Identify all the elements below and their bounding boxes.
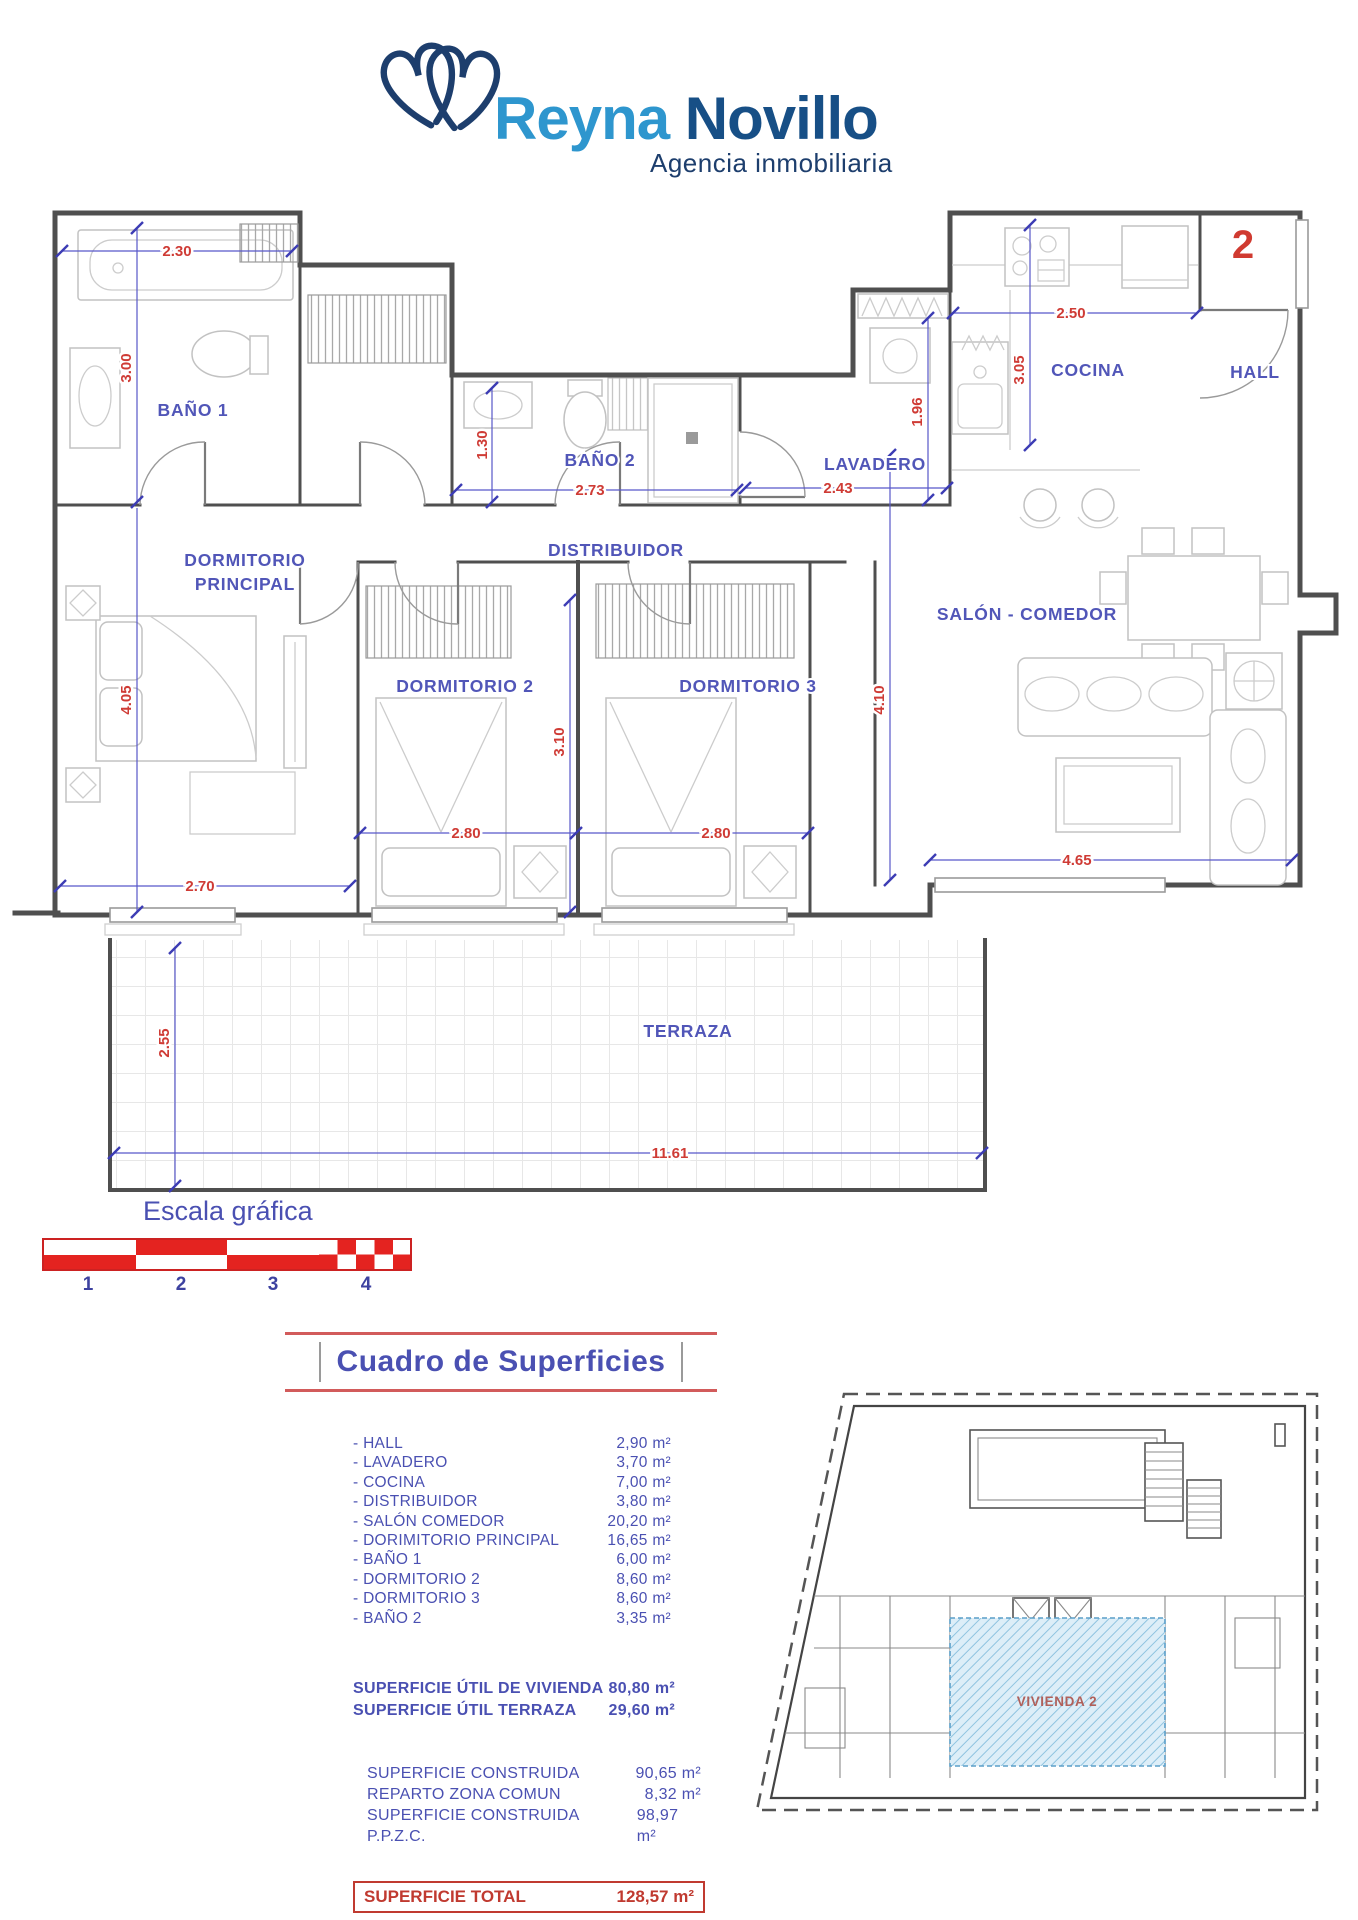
total-label: SUPERFICIE TOTAL (364, 1887, 526, 1907)
dim-2-30: 2.30 (162, 243, 192, 260)
main-bedroom-furniture (66, 586, 306, 834)
surface-row (353, 1434, 671, 1453)
dim-2-70: 2.70 (185, 878, 215, 895)
surface-row (353, 1531, 671, 1550)
room-label-distribuidor: DISTRIBUIDOR (548, 540, 684, 560)
dim-2-73: 2.73 (575, 482, 605, 499)
brand-name-primary: Reyna (494, 85, 685, 152)
room-label-salon: SALÓN - COMEDOR (936, 604, 1118, 624)
graphic-scale-title: Escala gráfica (143, 1196, 313, 1226)
scale-tick-2: 2 (175, 1274, 187, 1295)
surface-label: SUPERFICIE ÚTIL TERRAZA (353, 1701, 577, 1719)
bathroom-1-fixtures (70, 224, 446, 448)
bedroom-3-furniture (596, 584, 796, 906)
surface-label: - LAVADERO (353, 1454, 448, 1472)
surface-label: - BAÑO 2 (353, 1609, 422, 1627)
surface-row (353, 1700, 675, 1722)
surface-row (353, 1473, 671, 1492)
scale-seg (136, 1255, 228, 1270)
surface-label: REPARTO ZONA COMUN (367, 1786, 561, 1804)
highlighted-unit (950, 1618, 1165, 1766)
dim-1-30: 1.30 (474, 430, 491, 460)
scale-tick-3: 3 (267, 1274, 279, 1295)
surface-value: 3,80 m² (616, 1493, 671, 1511)
surface-row (353, 1570, 671, 1589)
surface-value: 3,35 m² (616, 1609, 671, 1627)
brand-name-secondary: Novillo (684, 85, 878, 152)
dim-2-80-a: 2.80 (451, 825, 481, 842)
surface-value: 2,90 m² (616, 1435, 671, 1452)
room-label-cocina: COCINA (1051, 360, 1125, 380)
total-value: 128,57 m² (616, 1887, 694, 1907)
room-label-dorm2: DORMITORIO 2 (396, 676, 534, 696)
graphic-scale-bar (42, 1238, 412, 1271)
surface-label: SUPERFICIE CONSTRUIDA (367, 1765, 580, 1783)
surface-value: 29,60 m² (608, 1701, 675, 1719)
surface-row (353, 1609, 671, 1628)
surface-label: - DORMITORIO 2 (353, 1570, 481, 1588)
scale-tick-4: 4 (360, 1274, 372, 1295)
surface-row (367, 1784, 701, 1805)
room-label-terraza: TERRAZA (643, 1021, 733, 1041)
floor-plan (0, 170, 1358, 1210)
surface-value: 8,60 m² (616, 1590, 671, 1608)
brand-tagline: Agencia inmobiliaria (650, 148, 893, 178)
dim-2-55: 2.55 (156, 1028, 173, 1058)
unit-number: 2 (1231, 223, 1255, 267)
surface-value: 6,00 m² (616, 1551, 671, 1569)
living-room-furniture (1018, 528, 1288, 885)
surface-value: 3,70 m² (616, 1454, 671, 1472)
scale-seg (44, 1255, 136, 1270)
surface-value: 8,32 m² (644, 1786, 701, 1804)
surface-label: - SALÓN COMEDOR (353, 1512, 505, 1530)
title-bar-left (319, 1342, 321, 1382)
surfaces-title: Cuadro de Superficies (336, 1345, 666, 1378)
dim-1-96: 1.96 (909, 397, 926, 427)
room-label-dorm-principal-2: PRINCIPAL (194, 574, 296, 594)
scale-tick-1: 1 (82, 1274, 94, 1295)
scale-seg-checker (319, 1240, 411, 1255)
room-label-bano1: BAÑO 1 (157, 400, 229, 420)
room-label-lavadero: LAVADERO (823, 454, 927, 474)
location-minimap (745, 1388, 1345, 1816)
dim-2-80-b: 2.80 (701, 825, 731, 842)
useful-surface-block (285, 1678, 717, 1721)
dim-3-10: 3.10 (551, 727, 568, 757)
highlighted-unit-label: VIVIENDA 2 (1016, 1694, 1098, 1709)
surface-label: - DORIMITORIO PRINCIPAL (353, 1532, 560, 1550)
surface-row (353, 1512, 671, 1531)
surface-value: 90,65 m² (635, 1765, 701, 1783)
hearts-logo-icon (372, 28, 510, 154)
room-label-dorm-principal-1: DORMITORIO (184, 550, 306, 570)
surface-label: - DISTRIBUIDOR (353, 1493, 478, 1511)
surface-label: - DORMITORIO 3 (353, 1590, 481, 1608)
scale-seg-checker (319, 1255, 411, 1270)
room-label-hall: HALL (1230, 362, 1280, 382)
surface-value: 8,60 m² (616, 1570, 671, 1588)
dim-4-65: 4.65 (1062, 852, 1092, 869)
surface-value: 16,65 m² (607, 1532, 671, 1550)
scale-seg (136, 1240, 228, 1255)
surface-label: - HALL (353, 1435, 404, 1452)
surface-label: SUPERFICIE ÚTIL DE VIVIENDA (353, 1680, 604, 1698)
surface-value: 98,97 m² (636, 1807, 679, 1846)
surface-row (353, 1678, 675, 1700)
title-bar-right (681, 1342, 683, 1382)
laundry-fixtures (858, 294, 948, 383)
room-label-dorm3: DORMITORIO 3 (679, 676, 817, 696)
surface-value: 20,20 m² (607, 1512, 671, 1530)
surface-label: - BAÑO 1 (353, 1551, 422, 1569)
dim-2-43: 2.43 (823, 480, 853, 497)
title-rule-top (285, 1332, 717, 1335)
surface-row (367, 1763, 701, 1784)
bedroom-2-furniture (366, 586, 566, 906)
surface-row (353, 1550, 671, 1569)
scale-seg (227, 1255, 319, 1270)
surface-row (353, 1492, 671, 1511)
dim-4-05: 4.05 (118, 685, 135, 715)
dim-11-61: 11.61 (651, 1145, 689, 1162)
surface-row (353, 1589, 671, 1608)
surface-items (285, 1434, 717, 1628)
brand-name (494, 84, 878, 153)
scale-seg (44, 1240, 136, 1255)
surface-label: SUPERFICIE CONSTRUIDA P.P.Z.C. (367, 1807, 579, 1846)
room-label-bano2: BAÑO 2 (564, 450, 636, 470)
dim-3-05: 3.05 (1011, 355, 1028, 385)
dim-2-50: 2.50 (1056, 305, 1086, 322)
surface-row (353, 1453, 671, 1472)
dim-4-10: 4.10 (871, 685, 888, 715)
surface-label: - COCINA (353, 1473, 426, 1491)
surface-value: 7,00 m² (616, 1473, 671, 1491)
title-rule-bottom (285, 1389, 717, 1392)
total-surface-box (353, 1881, 705, 1913)
surface-row (367, 1805, 701, 1847)
scale-seg (227, 1240, 319, 1255)
surface-value: 80,80 m² (608, 1680, 675, 1698)
dim-3-00: 3.00 (118, 353, 135, 383)
built-surface-block (285, 1763, 717, 1847)
surfaces-table (285, 1332, 717, 1913)
